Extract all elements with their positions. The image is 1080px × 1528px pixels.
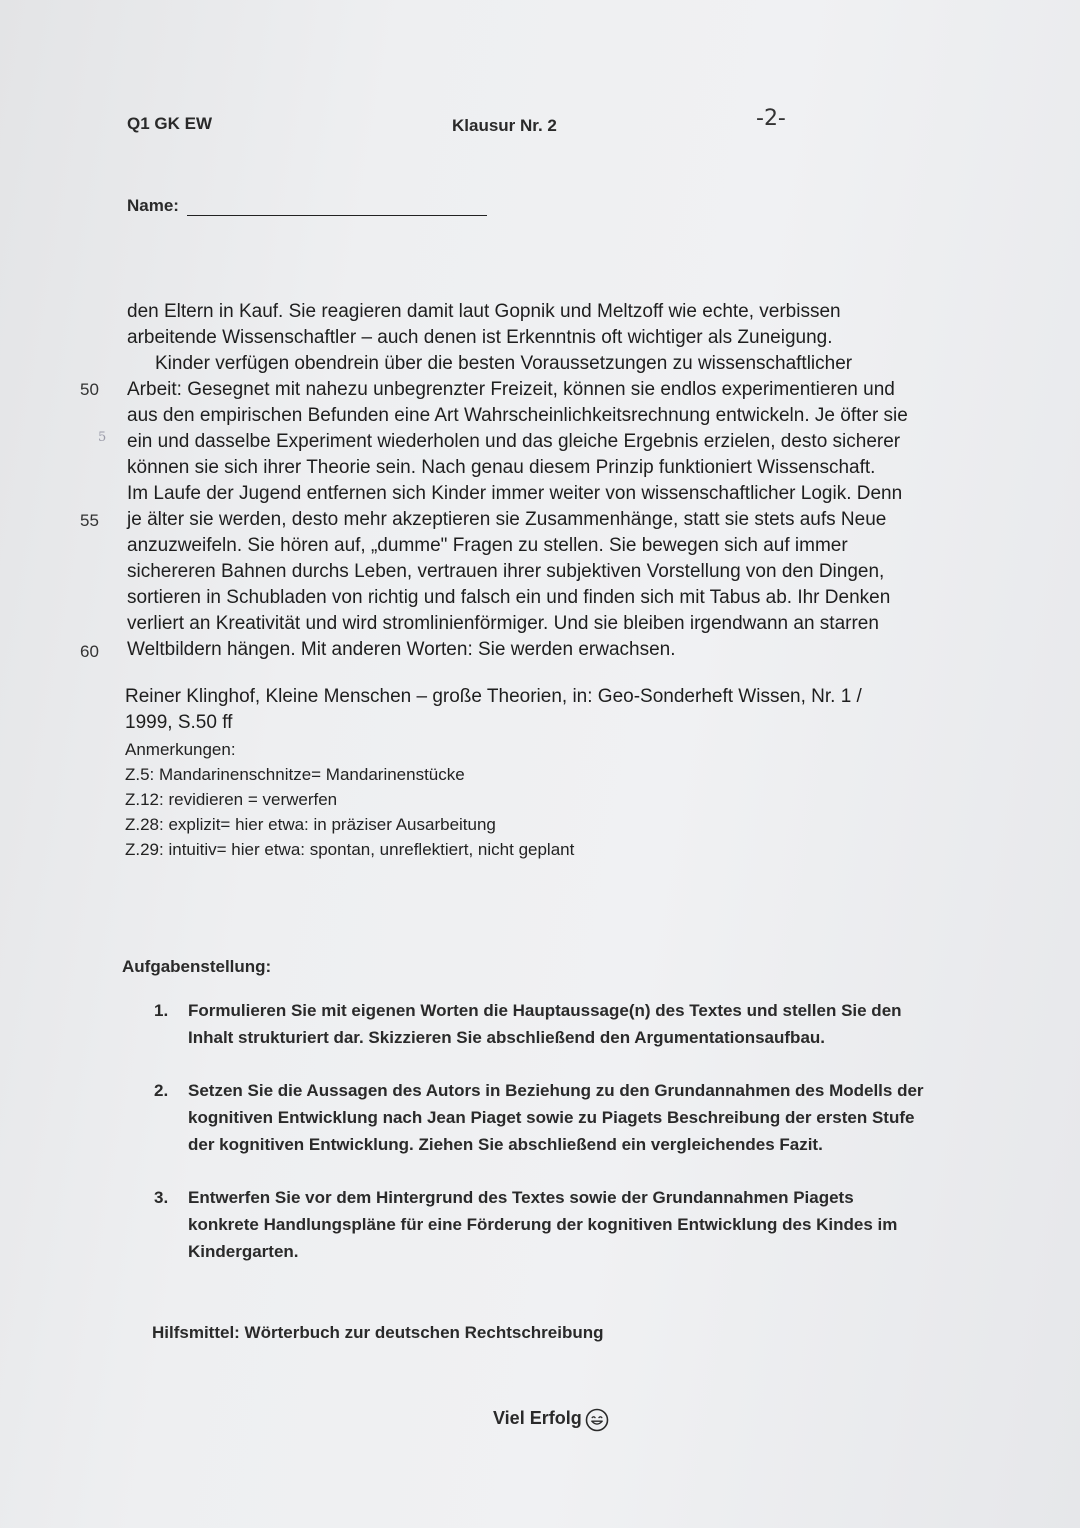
task-line: kognitiven Entwicklung nach Jean Piaget sowie zu Piagets Beschreibung der ersten Stufe xyxy=(188,1108,915,1127)
text-line: den Eltern in Kauf. Sie reagieren damit laut Gopnik und Meltzoff wie echte, verbissen xyxy=(127,301,841,322)
source-line: Reiner Klinghof, Kleine Menschen – große Theorien, in: Geo-Sonderheft Wissen, Nr. 1 / xyxy=(125,686,862,707)
text-line: je älter sie werden, desto mehr akzeptieren sie Zusammenhänge, statt sie stets aufs Neue xyxy=(127,509,887,530)
source-citation xyxy=(125,684,965,736)
note-item: Z.5: Mandarinenschnitze= Mandarinenstücke xyxy=(125,765,465,784)
name-blank-line xyxy=(187,215,487,216)
text-line: verliert an Kreativität und wird stromlinienförmiger. Und sie bleiben irgendwann an starren xyxy=(127,613,879,634)
allowed-aids: Hilfsmittel: Wörterbuch zur deutschen Rechtschreibung xyxy=(152,1323,604,1342)
text-line: anzuzweifeln. Sie hören auf, „dumme" Fragen zu stellen. Sie bewegen sich auf immer xyxy=(127,535,848,556)
text-line: sichereren Bahnen durchs Leben, vertrauen ihrer subjektiven Vorstellung von den Dingen, xyxy=(127,561,885,582)
notes-heading: Anmerkungen: xyxy=(125,740,236,759)
course-label: Q1 GK EW xyxy=(127,114,213,133)
task-number: 1. xyxy=(154,1001,169,1020)
text-line: können sie sich ihrer Theorie sein. Nach genau diesem Prinzip funktioniert Wissenschaft. xyxy=(127,457,876,478)
notes-section xyxy=(125,737,574,862)
task-line: konkrete Handlungspläne für eine Förderung der kognitiven Entwicklung des Kindes im xyxy=(188,1215,898,1234)
task-line: Entwerfen Sie vor dem Hintergrund des Textes sowie der Grundannahmen Piagets xyxy=(188,1188,854,1207)
task-line: der kognitiven Entwicklung. Ziehen Sie abschließend ein vergleichendes Fazit. xyxy=(188,1135,823,1154)
margin-pencil-mark: 5 xyxy=(98,430,107,445)
task-line: Kindergarten. xyxy=(188,1242,299,1261)
task-line: Formulieren Sie mit eigenen Worten die Hauptaussage(n) des Textes und stellen Sie den xyxy=(188,1001,902,1020)
task-number: 3. xyxy=(154,1188,169,1207)
text-line: ein und dasselbe Experiment wiederholen und das gleiche Ergebnis erzielen, desto sicherer xyxy=(127,431,901,452)
closing-text: Viel Erfolg xyxy=(493,1408,582,1428)
line-number-50: 50 xyxy=(80,380,99,399)
text-line: arbeitende Wissenschaftler – auch denen ist Erkenntnis oft wichtiger als Zuneigung. xyxy=(127,327,833,348)
note-item: Z.29: intuitiv= hier etwa: spontan, unreflektiert, nicht geplant xyxy=(125,840,575,859)
line-number-55: 55 xyxy=(80,511,99,530)
text-line: Kinder verfügen obendrein über die besten Voraussetzungen zu wissenschaftlicher xyxy=(155,353,853,374)
text-line: Im Laufe der Jugend entfernen sich Kinder immer weiter von wissenschaftlicher Logik. Denn xyxy=(127,483,903,504)
article-text xyxy=(127,299,967,663)
task-line: Inhalt strukturiert dar. Skizzieren Sie abschließend den Argumentationsaufbau. xyxy=(188,1028,826,1047)
page-number: -2- xyxy=(756,106,786,131)
text-line: aus den empirischen Befunden eine Art Wahrscheinlichkeitsrechnung entwickeln. Je öfter sie xyxy=(127,405,908,426)
smiley-icon xyxy=(585,1408,609,1432)
source-line: 1999, S.50 ff xyxy=(125,712,233,733)
name-label: Name: xyxy=(127,196,179,215)
text-line: Weltbildern hängen. Mit anderen Worten: Sie werden erwachsen. xyxy=(127,639,676,660)
task-number: 2. xyxy=(154,1081,169,1100)
tasks-heading: Aufgabenstellung: xyxy=(122,957,272,976)
line-number-60: 60 xyxy=(80,642,99,661)
exam-title: Klausur Nr. 2 xyxy=(452,116,557,135)
note-item: Z.28: explizit= hier etwa: in präziser Ausarbeitung xyxy=(125,815,496,834)
note-item: Z.12: revidieren = verwerfen xyxy=(125,790,338,809)
text-line: sortieren in Schubladen von richtig und falsch ein und finden sich mit Tabus ab. Ihr Denken xyxy=(127,587,891,608)
text-line: Arbeit: Gesegnet mit nahezu unbegrenzter Freizeit, können sie endlos experimentieren und xyxy=(127,379,895,400)
task-line: Setzen Sie die Aussagen des Autors in Beziehung zu den Grundannahmen des Modells der xyxy=(188,1081,924,1100)
